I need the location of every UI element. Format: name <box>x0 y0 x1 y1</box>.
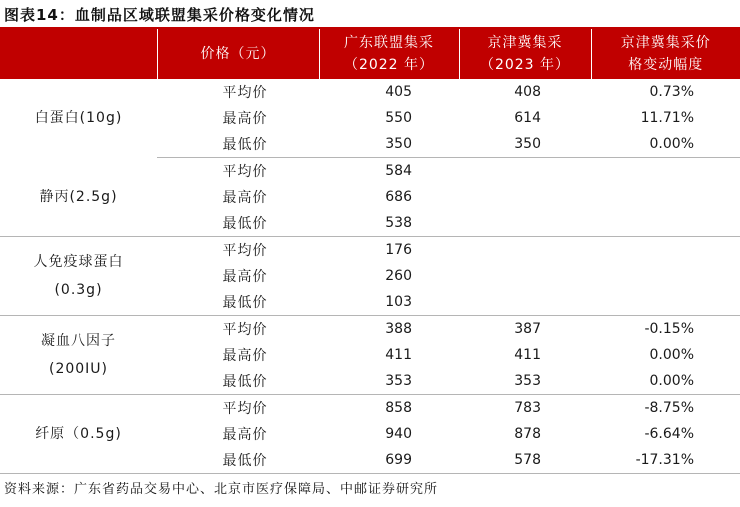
stat-label: 平均价 <box>222 322 268 338</box>
table-row <box>0 316 740 343</box>
change-value <box>591 289 740 316</box>
gd-value: 350 <box>319 131 459 158</box>
jjj-value: 411 <box>514 347 541 363</box>
gd-value: 260 <box>385 268 412 284</box>
stat-label: 最低价 <box>157 368 319 395</box>
gd-value: 388 <box>385 321 412 337</box>
table-row <box>0 395 740 422</box>
change-value <box>591 237 740 264</box>
change-value: 0.00% <box>591 131 740 158</box>
jjj-value <box>459 184 591 210</box>
gd-value: 858 <box>385 400 412 416</box>
change-value <box>591 210 740 237</box>
product-name: 凝血八因子 (200IU) <box>0 316 157 395</box>
jjj-value <box>459 210 591 237</box>
jjj-value <box>459 237 591 264</box>
stat-label: 平均价 <box>222 243 268 259</box>
jjj-value: 353 <box>459 368 591 395</box>
jjj-value: 350 <box>459 131 591 158</box>
header-price: 价格（元） <box>157 29 319 79</box>
change-value: 11.71% <box>640 110 694 126</box>
change-value: -8.75% <box>644 400 694 416</box>
jjj-value: 408 <box>514 84 541 100</box>
change-value <box>591 184 740 210</box>
jjj-value: 387 <box>514 321 541 337</box>
change-value: -0.15% <box>644 321 694 337</box>
stat-label: 最低价 <box>157 131 319 158</box>
header-product-blank <box>0 29 157 79</box>
gd-value: 405 <box>385 84 412 100</box>
stat-label: 最高价 <box>222 427 268 443</box>
stat-label: 最高价 <box>222 269 268 285</box>
gd-value: 584 <box>385 163 412 179</box>
jjj-value: 783 <box>514 400 541 416</box>
change-value: 0.00% <box>649 347 694 363</box>
gd-value: 538 <box>319 210 459 237</box>
stat-label: 平均价 <box>222 401 268 417</box>
change-value: 0.00% <box>591 368 740 395</box>
price-comparison-table <box>0 29 740 474</box>
change-value: -6.64% <box>644 426 694 442</box>
header-guangdong: 广东联盟集采 （2022 年） <box>319 29 459 79</box>
table-header-row <box>0 29 740 79</box>
gd-value: 103 <box>319 289 459 316</box>
change-value <box>591 263 740 289</box>
figure-title-bar <box>0 0 740 28</box>
header-change: 京津冀集采价 格变动幅度 <box>591 29 740 79</box>
jjj-value: 878 <box>514 426 541 442</box>
change-value: 0.73% <box>649 84 694 100</box>
gd-value: 353 <box>319 368 459 395</box>
jjj-value <box>459 263 591 289</box>
stat-label: 最低价 <box>157 447 319 474</box>
product-name: 静丙(2.5g) <box>0 158 157 237</box>
figure-title: 图表14：血制品区域联盟集采价格变化情况 <box>4 6 315 24</box>
product-name: 人免疫球蛋白 (0.3g) <box>0 237 157 316</box>
gd-value: 686 <box>385 189 412 205</box>
change-value <box>591 158 740 185</box>
header-jingjinji: 京津冀集采 （2023 年） <box>459 29 591 79</box>
stat-label: 最低价 <box>157 289 319 316</box>
jjj-value <box>459 158 591 185</box>
product-name: 白蛋白(10g) <box>34 110 123 127</box>
table-row <box>0 237 740 264</box>
gd-value: 699 <box>319 447 459 474</box>
gd-value: 940 <box>385 426 412 442</box>
table-row <box>0 158 740 185</box>
stat-label: 最低价 <box>157 210 319 237</box>
gd-value: 550 <box>385 110 412 126</box>
stat-label: 最高价 <box>222 111 268 127</box>
stat-label: 最高价 <box>222 348 268 364</box>
stat-label: 平均价 <box>222 85 268 101</box>
source-note: 资料来源：广东省药品交易中心、北京市医疗保障局、中邮证券研究所 <box>4 482 439 497</box>
gd-value: 176 <box>385 242 412 258</box>
product-name: 纤原（0.5g) <box>0 395 157 474</box>
jjj-value: 614 <box>514 110 541 126</box>
table-row <box>0 79 740 105</box>
change-value: -17.31% <box>591 447 740 474</box>
jjj-value <box>459 289 591 316</box>
stat-label: 平均价 <box>222 164 268 180</box>
gd-value: 411 <box>385 347 412 363</box>
jjj-value: 578 <box>459 447 591 474</box>
stat-label: 最高价 <box>222 190 268 206</box>
